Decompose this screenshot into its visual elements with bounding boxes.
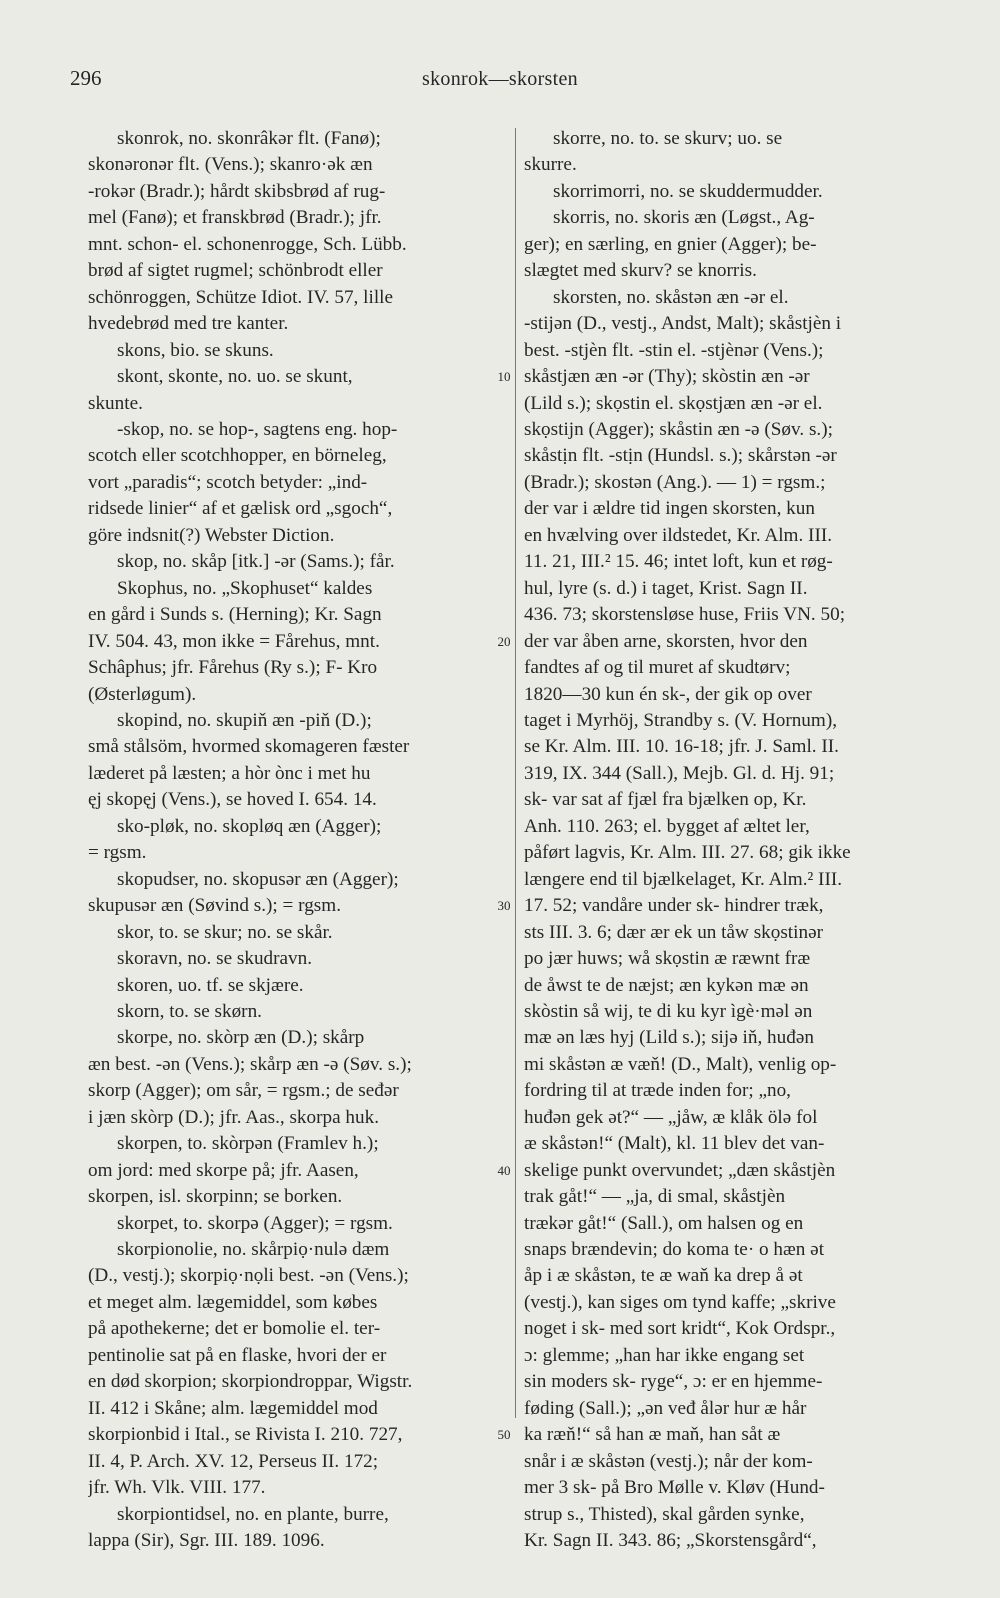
text-line: skorpen, isl. skorpinn; se borken. <box>88 1186 343 1208</box>
text-line: sin moders sk- ryge“, ɔ: er en hjemme- <box>524 1371 823 1393</box>
text-line: skons, bio. se skuns. <box>117 339 274 361</box>
text-line: skurre. <box>524 154 577 176</box>
text-line: jfr. Wh. Vlk. VIII. 177. <box>88 1477 266 1499</box>
text-line: (Østerløgum). <box>88 683 197 705</box>
text-line: æn best. -ən (Vens.); skårp æn -ə (Søv. s.); <box>88 1053 412 1075</box>
text-line: i jæn skòrp (D.); jfr. Aas., skorpa huk. <box>88 1106 379 1128</box>
text-line: mnt. schon- el. schonenrogge, Sch. Lübb. <box>88 233 407 255</box>
text-line: snaps brændevin; do koma te· o hæn ət <box>524 1239 825 1261</box>
text-line: skorrimorri, no. se skuddermudder. <box>553 180 823 202</box>
text-line: æ skåstən!“ (Malt), kl. 11 blev det van- <box>524 1133 825 1155</box>
text-line: skopudser, no. skopusər æn (Agger); <box>117 868 399 890</box>
text-line: schönroggen, Schütze Idiot. IV. 57, lille <box>88 286 393 308</box>
text-line: vort „paradis“; scotch betyder: „ind- <box>88 471 368 493</box>
text-line: trak gåt!“ — „ja, di smal, skåstjèn <box>524 1186 786 1208</box>
text-line: pentinolie sat på en flaske, hvori der er <box>88 1344 387 1366</box>
text-line: (Lild s.); skọstin el. skọstjæn æn -ər el. <box>524 392 823 414</box>
text-line: skonəronər flt. (Vens.); skanro·ək æn <box>88 154 373 176</box>
text-line: slægtet med skurv? se knorris. <box>524 260 757 282</box>
text-line: skunte. <box>88 392 143 414</box>
text-line: -skop, no. se hop-, sagtens eng. hop- <box>117 418 398 440</box>
left-column <box>88 126 505 1554</box>
line-number-marker: 20 <box>497 633 511 649</box>
text-line: skorpet, to. skorpə (Agger); = rgsm. <box>117 1212 393 1234</box>
text-line: fordring til at træde inden for; „no, <box>524 1080 791 1102</box>
text-line: skoren, uo. tf. se skjære. <box>117 974 304 996</box>
line-number-marker: 50 <box>497 1427 511 1443</box>
text-line: skonrok, no. skonrâkər flt. (Fanø); <box>117 128 381 149</box>
text-line: sko-pløk, no. skopløq æn (Agger); <box>117 815 382 837</box>
text-line: føding (Sall.); „ən veđ ålər hur æ hår <box>524 1397 807 1419</box>
text-line: skorpionbid i Ital., se Rivista I. 210. 727, <box>88 1424 403 1446</box>
text-line: der var i ældre tid ingen skorsten, kun <box>524 498 815 520</box>
text-line: skòstin så wij, te di ku kyr ìgè·məl ən <box>524 1000 813 1022</box>
text-line: sts III. 3. 6; dær ær ek un tåw skọstinər <box>524 921 823 943</box>
text-line: skont, skonte, no. uo. se skunt, <box>117 366 353 388</box>
text-line: (vestj.), kan siges om tynd kaffe; „skrive <box>524 1291 836 1313</box>
text-line: mi skåstən æ væň! (D., Malt), venlig op- <box>524 1053 837 1075</box>
text-line: der var åben arne, skorsten, hvor den <box>524 630 808 652</box>
text-line: ridsede linier“ af et gælisk ord „sgoch“, <box>88 498 393 520</box>
text-line: skåstjæn æn -ər (Thy); skòstin æn -ər <box>524 366 810 388</box>
text-line: lappa (Sir), Sgr. III. 189. 1096. <box>88 1530 325 1552</box>
text-line: åp i æ skåstən, te æ waň ka drep å ət <box>524 1265 803 1287</box>
text-line: hvedebrød med tre kanter. <box>88 313 289 335</box>
text-line: Skophus, no. „Skophuset“ kaldes <box>117 577 373 599</box>
line-number-marker: 10 <box>497 369 511 385</box>
text-line: sk- var sat af fjæl fra bjælken op, Kr. <box>524 789 807 811</box>
text-line: skorp (Agger); om sår, = rgsm.; de seđər <box>88 1080 399 1102</box>
text-line: skọstijn (Agger); skåstin æn -ə (Søv. s.); <box>524 418 833 440</box>
text-line: en død skorpion; skorpiondroppar, Wigstr. <box>88 1371 413 1393</box>
text-line: scotch eller scotchhopper, en börneleg, <box>88 445 387 467</box>
text-line: de åwst te de næjst; æn kykən mæ ən <box>524 974 809 996</box>
line-number-marker: 40 <box>497 1162 511 1178</box>
text-line: længere end til bjælkelaget, Kr. Alm.² III. <box>524 868 843 890</box>
text-line: II. 4, P. Arch. XV. 12, Perseus II. 172; <box>88 1450 379 1472</box>
text-line: (Bradr.); skostən (Ang.). — 1) = rgsm.; <box>524 471 826 493</box>
text-line: (D., vestj.); skorpiọ·nọli best. -ən (Vens.); <box>88 1265 409 1287</box>
text-line: skåstịn flt. -stịn (Hundsl. s.); skårstən -ər <box>524 445 837 467</box>
line-number-marker: 30 <box>497 898 511 914</box>
text-line: ęj skopęj (Vens.), se hoved I. 654. 14. <box>88 789 377 811</box>
text-line: ger); en særling, en gnier (Agger); be- <box>524 233 817 255</box>
text-line: göre indsnit(?) Webster Diction. <box>88 524 335 546</box>
text-line: skupusər æn (Søvind s.); = rgsm. <box>88 895 341 917</box>
text-line: hul, lyre (s. d.) i taget, Krist. Sagn II. <box>524 577 808 599</box>
text-line: ɔ: glemme; „han har ikke engang set <box>524 1344 805 1366</box>
text-line: skorpe, no. skòrp æn (D.); skårp <box>117 1027 365 1049</box>
text-line: skorre, no. to. se skurv; uo. se <box>553 128 783 149</box>
right-column <box>524 126 956 1554</box>
text-line: fandtes af og til muret af skudtørv; <box>524 657 791 679</box>
text-line: om jord: med skorpe på; jfr. Aasen, <box>88 1159 359 1181</box>
text-line: skelige punkt overvundet; „dæn skåstjèn <box>524 1159 836 1181</box>
column-divider <box>515 128 516 1418</box>
text-line: skorsten, no. skåstən æn -ər el. <box>553 286 789 308</box>
text-line: taget i Myrhöj, Strandby s. (V. Hornum), <box>524 709 838 731</box>
text-line: skorpen, to. skòrpən (Framlev h.); <box>117 1133 379 1155</box>
text-line: 436. 73; skorstensløse huse, Friis VN. 50; <box>524 604 846 626</box>
text-line: skopind, no. skupiň æn -piň (D.); <box>117 709 372 731</box>
text-line: skorris, no. skoris æn (Løgst., Ag- <box>553 207 815 229</box>
text-line: 17. 52; vandåre under sk- hindrer træk, <box>524 895 824 917</box>
text-line: på apothekerne; det er bomolie el. ter- <box>88 1318 381 1340</box>
text-line: IV. 504. 43, mon ikke = Fårehus, mnt. <box>88 630 380 652</box>
text-line: Anh. 110. 263; el. bygget af æltet ler, <box>524 815 810 837</box>
text-line: skorpionolie, no. skårpiọ·nulə dæm <box>117 1239 390 1261</box>
text-line: huđən gek ət?“ — „jåw, æ klåk ölə fol <box>524 1106 818 1128</box>
text-line: = rgsm. <box>88 842 147 864</box>
text-line: strup s., Thisted), skal gården synke, <box>524 1503 805 1525</box>
text-line: se Kr. Alm. III. 10. 16-18; jfr. J. Saml. II. <box>524 736 839 758</box>
text-line: -stijən (D., vestj., Andst, Malt); skåstjèn i <box>524 313 842 335</box>
text-line: skop, no. skåp [itk.] -ər (Sams.); får. <box>117 551 395 573</box>
text-line: skoravn, no. se skudravn. <box>117 948 313 970</box>
text-line: læderet på læsten; a hòr ònc i met hu <box>88 762 371 784</box>
text-line: mæ ən læs hyj (Lild s.); sijə iň, huđən <box>524 1027 814 1049</box>
text-line: trækər gåt!“ (Sall.), om halsen og en <box>524 1212 804 1234</box>
text-line: mer 3 sk- på Bro Mølle v. Kløv (Hund- <box>524 1477 825 1499</box>
page-number: 296 <box>70 66 102 90</box>
text-line: noget i sk- med sort kridt“, Kok Ordspr., <box>524 1318 836 1340</box>
page-header <box>0 66 1000 100</box>
text-line: Schâphus; jfr. Fårehus (Ry s.); F- Kro <box>88 657 378 679</box>
text-line: brød af sigtet rugmel; schönbrodt eller <box>88 260 383 282</box>
text-line: 11. 21, III.² 15. 46; intet loft, kun et røg- <box>524 551 833 573</box>
text-line: en gård i Sunds s. (Herning); Kr. Sagn <box>88 604 382 626</box>
text-line: snår i æ skåstən (vestj.); når der kom- <box>524 1450 813 1472</box>
text-line: små stålsöm, hvormed skomageren fæster <box>88 736 410 758</box>
text-line: II. 412 i Skåne; alm. lægemiddel mod <box>88 1397 378 1419</box>
text-line: et meget alm. lægemiddel, som købes <box>88 1291 378 1313</box>
text-line: po jær huws; wå skọstin æ ræwnt fræ <box>524 948 811 970</box>
text-line: skorn, to. se skørn. <box>117 1000 262 1022</box>
text-line: påført lagvis, Kr. Alm. III. 27. 68; gik ikke <box>524 842 851 864</box>
text-line: en hvælving over ildstedet, Kr. Alm. III. <box>524 524 833 546</box>
text-line: -rokər (Bradr.); hårdt skibsbrød af rug- <box>88 180 386 202</box>
text-line: skor, to. se skur; no. se skår. <box>117 921 333 943</box>
text-line: best. -stjèn flt. -stin el. -stjènər (Vens.); <box>524 339 824 361</box>
text-line: ka ræň!“ så han æ maň, han såt æ <box>524 1424 781 1446</box>
text-line: Kr. Sagn II. 343. 86; „Skorstensgård“, <box>524 1530 817 1552</box>
text-line: skorpiontidsel, no. en plante, burre, <box>117 1503 389 1525</box>
text-line: mel (Fanø); et franskbrød (Bradr.); jfr. <box>88 207 382 229</box>
running-head: skonrok—skorsten <box>422 68 578 90</box>
text-line: 1820—30 kun én sk-, der gik op over <box>524 683 812 705</box>
text-line: 319, IX. 344 (Sall.), Mejb. Gl. d. Hj. 91; <box>524 762 835 784</box>
